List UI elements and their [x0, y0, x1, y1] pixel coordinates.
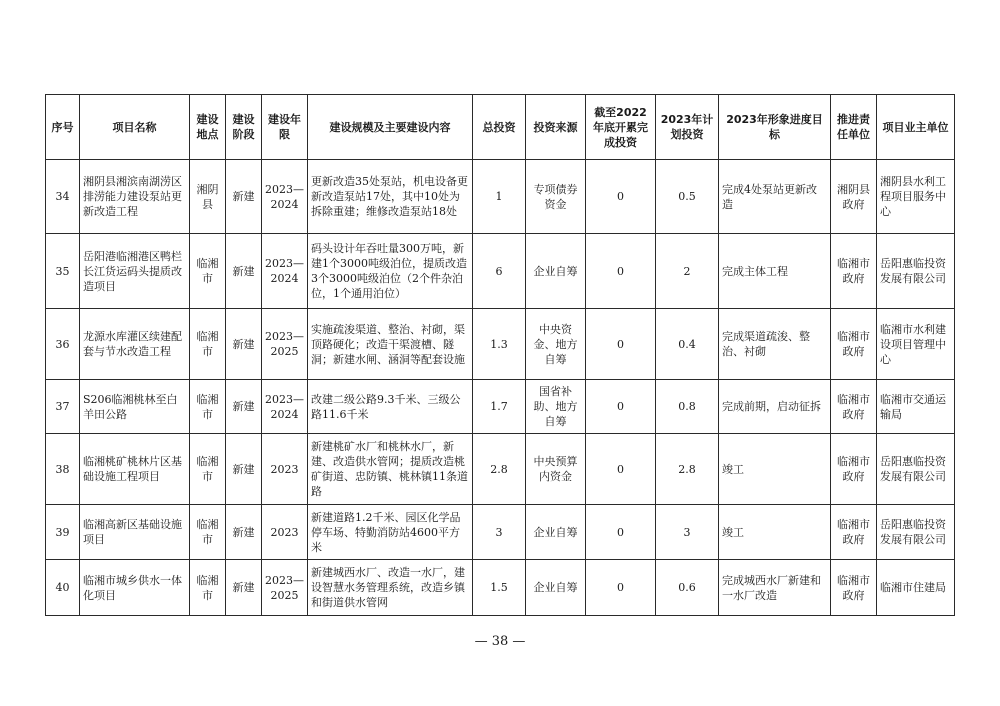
cell-total: 3 [473, 505, 526, 560]
table-row [46, 234, 955, 309]
cell-period: 2023—2025 [262, 309, 308, 380]
cell-source: 企业自筹 [526, 560, 586, 616]
page-number: — 38 — [474, 634, 526, 649]
cell-goal: 完成城西水厂新建和一水厂改造 [719, 560, 831, 616]
cell-resp: 临湘市政府 [831, 380, 877, 434]
cell-done: 0 [586, 380, 656, 434]
cell-name: 岳阳港临湘港区鸭栏长江货运码头提质改造项目 [80, 234, 190, 309]
cell-name: 湘阴县湘滨南湖涝区排涝能力建设泵站更新改造工程 [80, 160, 190, 234]
cell-owner: 岳阳惠临投资发展有限公司 [877, 434, 955, 505]
cell-period: 2023—2024 [262, 160, 308, 234]
cell-period: 2023—2025 [262, 560, 308, 616]
cell-total: 2.8 [473, 434, 526, 505]
cell-total: 1 [473, 160, 526, 234]
cell-source: 企业自筹 [526, 234, 586, 309]
cell-name: 临湘高新区基础设施项目 [80, 505, 190, 560]
cell-location: 临湘市 [190, 505, 226, 560]
header-cell: 建设年限 [262, 95, 308, 160]
table-row [46, 309, 955, 380]
cell-goal: 完成渠道疏浚、整治、衬砌 [719, 309, 831, 380]
cell-done: 0 [586, 309, 656, 380]
cell-owner: 临湘市住建局 [877, 560, 955, 616]
cell-plan: 2.8 [656, 434, 719, 505]
cell-plan: 0.5 [656, 160, 719, 234]
cell-goal: 完成主体工程 [719, 234, 831, 309]
cell-location: 湘阴县 [190, 160, 226, 234]
cell-owner: 临湘市交通运输局 [877, 380, 955, 434]
cell-owner: 岳阳惠临投资发展有限公司 [877, 505, 955, 560]
cell-content: 新建城西水厂、改造一水厂，建设智慧水务管理系统，改造乡镇和街道供水管网 [308, 560, 473, 616]
cell-no: 40 [46, 560, 80, 616]
cell-goal: 完成前期，启动征拆 [719, 380, 831, 434]
cell-stage: 新建 [226, 560, 262, 616]
cell-location: 临湘市 [190, 560, 226, 616]
header-cell: 2023年计划投资 [656, 95, 719, 160]
cell-plan: 0.4 [656, 309, 719, 380]
cell-resp: 临湘市政府 [831, 434, 877, 505]
header-cell: 建设地点 [190, 95, 226, 160]
cell-stage: 新建 [226, 234, 262, 309]
cell-period: 2023 [262, 434, 308, 505]
cell-content: 码头设计年吞吐量300万吨，新建1个3000吨级泊位，提质改造3个3000吨级泊位（2个件杂泊位，1个通用泊位） [308, 234, 473, 309]
cell-source: 国省补助、地方自筹 [526, 380, 586, 434]
cell-source: 中央预算内资金 [526, 434, 586, 505]
cell-owner: 临湘市水利建设项目管理中心 [877, 309, 955, 380]
header-cell: 建设规模及主要建设内容 [308, 95, 473, 160]
cell-resp: 临湘市政府 [831, 309, 877, 380]
project-table-sheet [45, 94, 955, 616]
cell-content: 改建二级公路9.3千米、三级公路11.6千米 [308, 380, 473, 434]
project-table [45, 94, 955, 616]
cell-total: 1.3 [473, 309, 526, 380]
table-row [46, 380, 955, 434]
cell-content: 新建道路1.2千米、园区化学品停车场、特勤消防站4600平方米 [308, 505, 473, 560]
header-cell: 建设阶段 [226, 95, 262, 160]
header-cell: 总投资 [473, 95, 526, 160]
table-row [46, 560, 955, 616]
header-cell: 截至2022年底开累完成投资 [586, 95, 656, 160]
cell-done: 0 [586, 234, 656, 309]
cell-resp: 临湘市政府 [831, 505, 877, 560]
cell-total: 1.5 [473, 560, 526, 616]
cell-resp: 湘阴县政府 [831, 160, 877, 234]
cell-no: 39 [46, 505, 80, 560]
cell-location: 临湘市 [190, 380, 226, 434]
cell-period: 2023 [262, 505, 308, 560]
cell-no: 35 [46, 234, 80, 309]
cell-stage: 新建 [226, 380, 262, 434]
cell-no: 36 [46, 309, 80, 380]
cell-source: 专项债券资金 [526, 160, 586, 234]
cell-plan: 0.8 [656, 380, 719, 434]
cell-stage: 新建 [226, 434, 262, 505]
cell-name: S206临湘桃林至白羊田公路 [80, 380, 190, 434]
cell-period: 2023—2024 [262, 380, 308, 434]
cell-goal: 完成4处泵站更新改造 [719, 160, 831, 234]
cell-location: 临湘市 [190, 234, 226, 309]
header-cell: 项目业主单位 [877, 95, 955, 160]
cell-no: 38 [46, 434, 80, 505]
table-row [46, 160, 955, 234]
cell-owner: 岳阳惠临投资发展有限公司 [877, 234, 955, 309]
cell-name: 龙源水库灌区续建配套与节水改造工程 [80, 309, 190, 380]
cell-stage: 新建 [226, 505, 262, 560]
cell-no: 34 [46, 160, 80, 234]
cell-resp: 临湘市政府 [831, 234, 877, 309]
cell-period: 2023—2024 [262, 234, 308, 309]
cell-stage: 新建 [226, 160, 262, 234]
cell-owner: 湘阴县水利工程项目服务中心 [877, 160, 955, 234]
cell-content: 更新改造35处泵站，机电设备更新改造泵站17处，其中10处为拆除重建；维修改造泵站18处 [308, 160, 473, 234]
table-row [46, 505, 955, 560]
header-cell: 项目名称 [80, 95, 190, 160]
cell-content: 新建桃矿水厂和桃林水厂，新建、改造供水管网；提质改造桃矿街道、忠防镇、桃林镇11条道路 [308, 434, 473, 505]
cell-done: 0 [586, 560, 656, 616]
cell-name: 临湘市城乡供水一体化项目 [80, 560, 190, 616]
cell-stage: 新建 [226, 309, 262, 380]
cell-goal: 竣工 [719, 505, 831, 560]
cell-goal: 竣工 [719, 434, 831, 505]
cell-plan: 2 [656, 234, 719, 309]
table-row [46, 434, 955, 505]
cell-location: 临湘市 [190, 309, 226, 380]
cell-total: 6 [473, 234, 526, 309]
header-cell: 投资来源 [526, 95, 586, 160]
cell-source: 中央资金、地方自筹 [526, 309, 586, 380]
header-cell: 推进责任单位 [831, 95, 877, 160]
cell-no: 37 [46, 380, 80, 434]
header-cell: 序号 [46, 95, 80, 160]
header-cell: 2023年形象进度目标 [719, 95, 831, 160]
cell-done: 0 [586, 434, 656, 505]
cell-total: 1.7 [473, 380, 526, 434]
table-header-row [46, 95, 955, 160]
cell-plan: 3 [656, 505, 719, 560]
cell-resp: 临湘市政府 [831, 560, 877, 616]
cell-name: 临湘桃矿桃林片区基础设施工程项目 [80, 434, 190, 505]
cell-location: 临湘市 [190, 434, 226, 505]
cell-plan: 0.6 [656, 560, 719, 616]
cell-content: 实施疏浚渠道、整治、衬砌，渠顶路硬化；改造干渠渡槽、隧洞；新建水闸、涵洞等配套设施 [308, 309, 473, 380]
cell-done: 0 [586, 505, 656, 560]
cell-done: 0 [586, 160, 656, 234]
cell-source: 企业自筹 [526, 505, 586, 560]
